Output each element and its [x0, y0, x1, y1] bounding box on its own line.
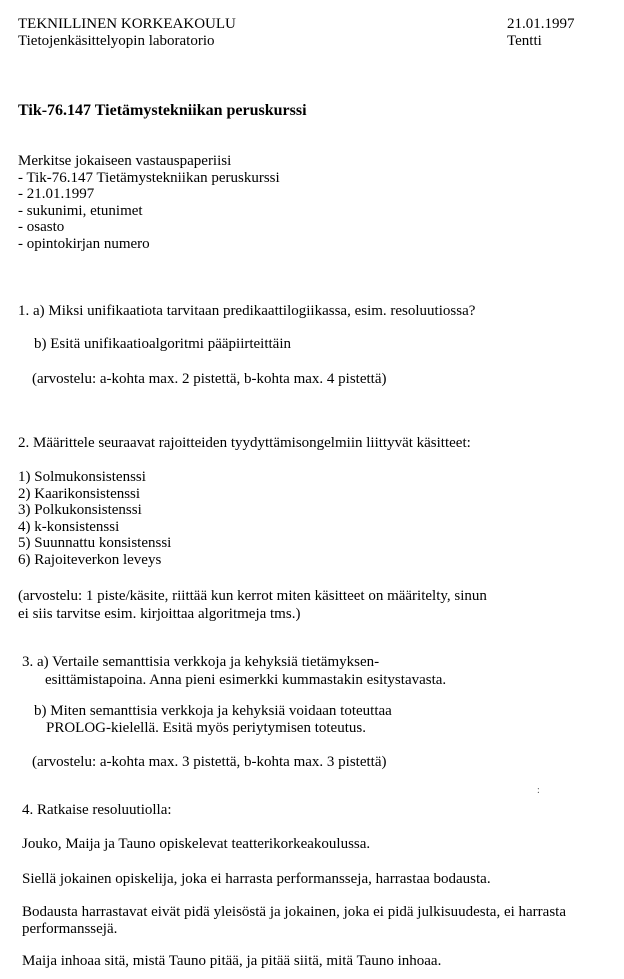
question-3-part-b-line: b) Miten semanttisia verkkoja ja kehyksiä voidaan toteuttaa — [34, 703, 392, 719]
question-4-statement-3-line: Bodausta harrastavat eivät pidä yleisöstä ja jokainen, joka ei pidä julkisuudesta, ei harrasta — [22, 904, 566, 920]
concept-item: 5) Suunnattu konsistenssi — [18, 535, 172, 551]
question-3-part-a-line: 3. a) Vertaile semanttisia verkkoja ja kehyksiä tietämyksen- — [22, 654, 380, 670]
exam-date: 21.01.1997 — [507, 16, 575, 32]
question-4-statement-3-line: performanssejä. — [22, 921, 118, 937]
question-3-part-a-line: esittämistapoina. Anna pieni esimerkki kummastakin esitystavasta. — [45, 672, 447, 688]
question-4-statement-2: Siellä jokainen opiskelija, joka ei harrasta performansseja, harrastaa bodausta. — [22, 871, 491, 887]
instructions-item: - 21.01.1997 — [18, 186, 95, 202]
answer-sheet-instructions — [18, 153, 280, 252]
question-2-grading — [18, 587, 487, 623]
header-right — [507, 16, 575, 50]
laboratory-name: Tietojenkäsittelyopin laboratorio — [18, 33, 215, 49]
concept-item: 3) Polkukonsistenssi — [18, 502, 142, 518]
question-3-grading: (arvostelu: a-kohta max. 3 pistettä, b-kohta max. 3 pistettä) — [32, 754, 387, 770]
course-title: Tik-76.147 Tietämystekniikan peruskurssi — [18, 102, 307, 119]
document-type: Tentti — [507, 33, 542, 49]
concept-item: 6) Rajoiteverkon leveys — [18, 551, 162, 568]
concept-item: 2) Kaarikonsistenssi — [18, 485, 141, 502]
question-1-grading: (arvostelu: a-kohta max. 2 pistettä, b-kohta max. 4 pistettä) — [32, 371, 387, 387]
question-3-part-b-line: PROLOG-kielellä. Esitä myös periytymisen toteutus. — [46, 720, 366, 736]
question-1-part-b: b) Esitä unifikaatioalgoritmi pääpiirteittäin — [34, 336, 292, 352]
question-3-part-a — [22, 653, 446, 689]
concept-item: 4) k-konsistenssi — [18, 518, 120, 535]
question-4-statement-1: Jouko, Maija ja Tauno opiskelevat teatterikorkeakoulussa. — [22, 836, 371, 852]
question-4-title: 4. Ratkaise resoluutiolla: — [22, 802, 172, 818]
institution-name: TEKNILLINEN KORKEAKOULU — [18, 16, 236, 32]
question-2-grading-line: (arvostelu: 1 piste/käsite, riittää kun kerrot miten käsitteet on määritelty, sinun — [18, 588, 487, 604]
instructions-item: - opintokirjan numero — [18, 235, 150, 252]
question-4-statement-3 — [22, 904, 566, 938]
question-4-statement-4: Maija inhoaa sitä, mistä Tauno pitää, ja pitää siitä, mitä Tauno inhoaa. — [22, 953, 442, 969]
question-2-title: 2. Määrittele seuraavat rajoitteiden tyydyttämisongelmiin liittyvät käsitteet: — [18, 435, 471, 451]
question-3-part-b — [34, 703, 392, 737]
instructions-item: - sukunimi, etunimet — [18, 202, 143, 219]
question-2-grading-line: ei siis tarvitse esim. kirjoittaa algoritmeja tms.) — [18, 606, 301, 622]
instructions-item: - Tik-76.147 Tietämystekniikan peruskurssi — [18, 169, 280, 186]
concept-item: 1) Solmukonsistenssi — [18, 469, 146, 485]
instructions-intro: Merkitse jokaiseen vastauspaperiisi — [18, 153, 232, 169]
instructions-item: - osasto — [18, 219, 65, 235]
stray-mark: : — [537, 785, 540, 796]
header-left — [18, 16, 236, 50]
question-1-part-a: 1. a) Miksi unifikaatiota tarvitaan predikaattilogiikassa, esim. resoluutiossa? — [18, 303, 476, 319]
question-2-concept-list — [18, 469, 171, 568]
